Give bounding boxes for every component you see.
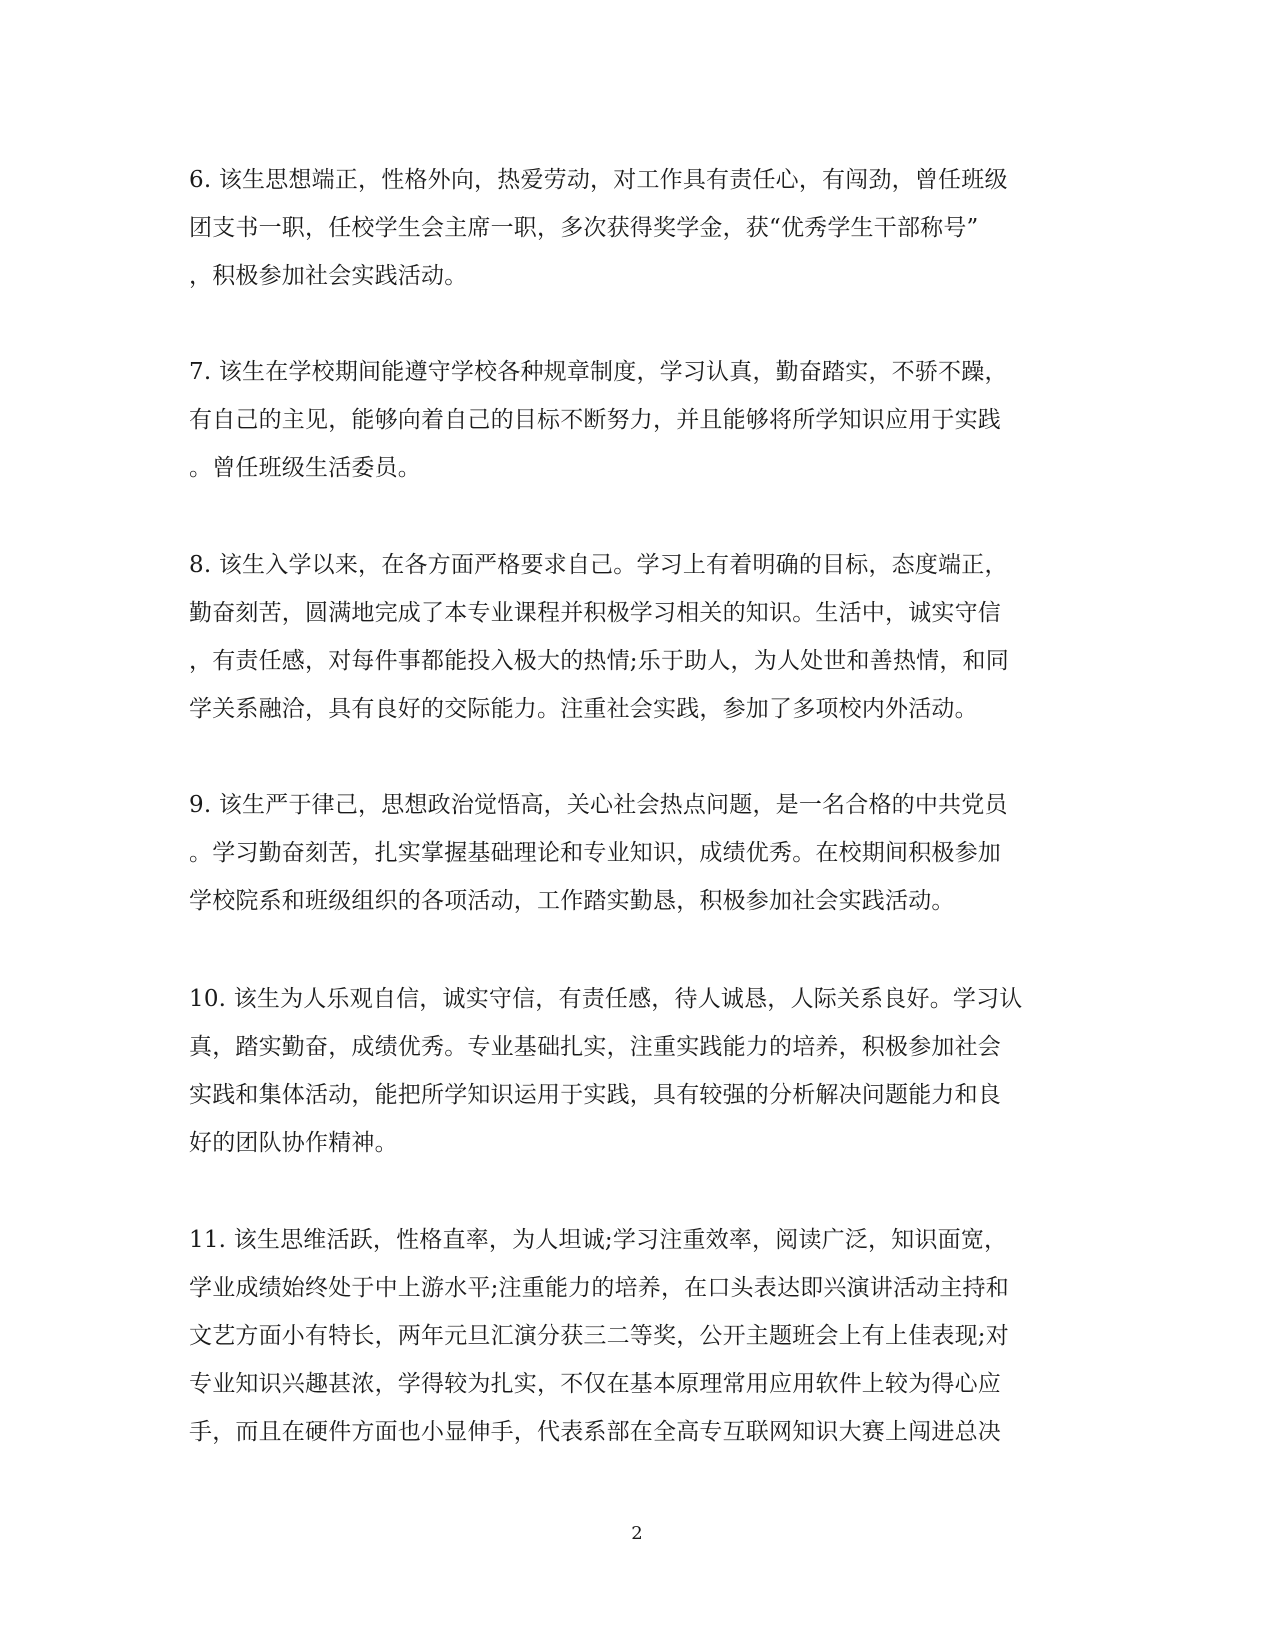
paragraph-line: 勤奋刻苦，圆满地完成了本专业课程并积极学习相关的知识。生活中，诚实守信 — [189, 600, 1001, 626]
paragraph-line: 。学习勤奋刻苦，扎实掌握基础理论和专业知识，成绩优秀。在校期间积极参加 — [189, 840, 1001, 866]
paragraph-line: 10. 该生为人乐观自信，诚实守信，有责任感，待人诚恳，人际关系良好。学习认 — [189, 986, 1023, 1012]
paragraph-11 — [189, 1216, 1079, 1456]
paragraph-line: 。曾任班级生活委员。 — [189, 455, 421, 481]
paragraph-line: 8. 该生入学以来，在各方面严格要求自己。学习上有着明确的目标，态度端正， — [189, 552, 1008, 578]
paragraph-line: 6. 该生思想端正，性格外向，热爱劳动，对工作具有责任心，有闯劲，曾任班级 — [189, 167, 1008, 193]
paragraph-line: 学校院系和班级组织的各项活动，工作踏实勤恳，积极参加社会实践活动。 — [189, 888, 955, 914]
paragraph-line: 学关系融洽，具有良好的交际能力。注重社会实践，参加了多项校内外活动。 — [189, 696, 978, 722]
paragraph-8 — [189, 541, 1079, 733]
paragraph-line: 好的团队协作精神。 — [189, 1130, 398, 1156]
paragraph-line: ，有责任感，对每件事都能投入极大的热情;乐于助人，为人处世和善热情，和同 — [189, 648, 1009, 674]
paragraph-10 — [189, 975, 1079, 1167]
paragraph-line: 真，踏实勤奋，成绩优秀。专业基础扎实，注重实践能力的培养，积极参加社会 — [189, 1034, 1001, 1060]
paragraph-line: 9. 该生严于律己，思想政治觉悟高，关心社会热点问题，是一名合格的中共党员 — [189, 792, 1008, 818]
paragraph-line: ，积极参加社会实践活动。 — [189, 263, 468, 289]
paragraph-line: 专业知识兴趣甚浓，学得较为扎实，不仅在基本原理常用应用软件上较为得心应 — [189, 1371, 1001, 1397]
paragraph-7 — [189, 348, 1079, 492]
paragraph-9 — [189, 781, 1079, 925]
paragraph-6 — [189, 156, 1079, 300]
paragraph-line: 文艺方面小有特长，两年元旦汇演分获三二等奖，公开主题班会上有上佳表现;对 — [189, 1323, 1009, 1349]
paragraph-line: 团支书一职，任校学生会主席一职，多次获得奖学金，获“优秀学生干部称号” — [189, 215, 979, 241]
paragraph-line: 实践和集体活动，能把所学知识运用于实践，具有较强的分析解决问题能力和良 — [189, 1082, 1001, 1108]
paragraph-line: 有自己的主见，能够向着自己的目标不断努力，并且能够将所学知识应用于实践 — [189, 407, 1001, 433]
paragraph-line: 学业成绩始终处于中上游水平;注重能力的培养，在口头表达即兴演讲活动主持和 — [189, 1275, 1009, 1301]
paragraph-line: 7. 该生在学校期间能遵守学校各种规章制度，学习认真，勤奋踏实，不骄不躁， — [189, 359, 1008, 385]
page-number: 2 — [631, 1523, 643, 1544]
paragraph-line: 手，而且在硬件方面也小显伸手，代表系部在全高专互联网知识大赛上闯进总决 — [189, 1419, 1001, 1445]
paragraph-line: 11. 该生思维活跃，性格直率，为人坦诚;学习注重效率，阅读广泛，知识面宽， — [189, 1227, 1008, 1253]
